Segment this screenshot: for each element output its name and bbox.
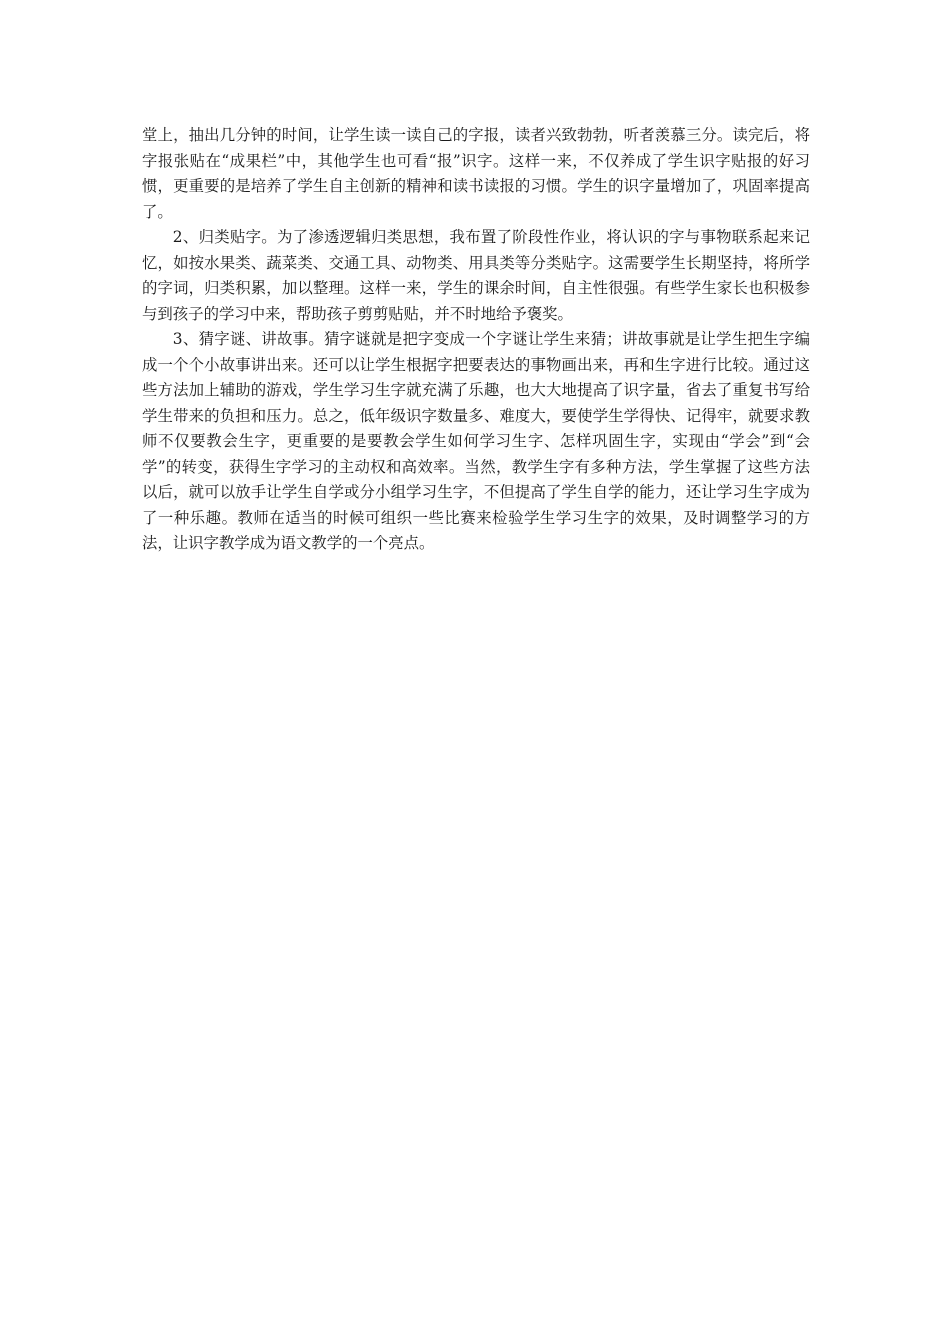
body-text <box>142 123 810 557</box>
paragraph-classification-pasting: 2、归类贴字。为了渗透逻辑归类思想，我布置了阶段性作业，将认识的字与事物联系起来记忆，如按水果类、蔬菜类、交通工具、动物类、用具类等分类贴字。这需要学生长期坚持，将所学的字词，归类积累，加以整理。这样一来，学生的课余时间，自主性很强。有些学生家长也积极参与到孩子的学习中来，帮助孩子剪剪贴贴，并不时地给予褒奖。 <box>142 228 810 323</box>
paragraph-continuation: 堂上，抽出几分钟的时间，让学生读一读自己的字报，读者兴致勃勃，听者羡慕三分。读完后，将字报张贴在“成果栏”中，其他学生也可看“报”识字。这样一来，不仅养成了学生识字贴报的好习惯，更重要的是培养了学生自主创新的精神和读书读报的习惯。学生的识字量增加了，巩固率提高了。 <box>142 126 810 221</box>
paragraph-riddles-stories: 3、猜字谜、讲故事。猜字谜就是把字变成一个字谜让学生来猜；讲故事就是让学生把生字编成一个个小故事讲出来。还可以让学生根据字把要表达的事物画出来，再和生字进行比较。通过这些方法加上辅助的游戏，学生学习生字就充满了乐趣，也大大地提高了识字量，省去了重复书写给学生带来的负担和压力。总之，低年级识字数量多、难度大，要使学生学得快、记得牢，就要求教师不仅要教会生字，更重要的是要教会学生如何学习生字、怎样巩固生字，实现由“学会”到“会学”的转变，获得生字学习的主动权和高效率。当然，教学生字有多种方法，学生掌握了这些方法以后，就可以放手让学生自学或分小组学习生字，不但提高了学生自学的能力，还让学习生字成为了一种乐趣。教师在适当的时候可组织一些比赛来检验学生学习生字的效果，及时调整学习的方法，让识字教学成为语文教学的一个亮点。 <box>142 330 810 552</box>
